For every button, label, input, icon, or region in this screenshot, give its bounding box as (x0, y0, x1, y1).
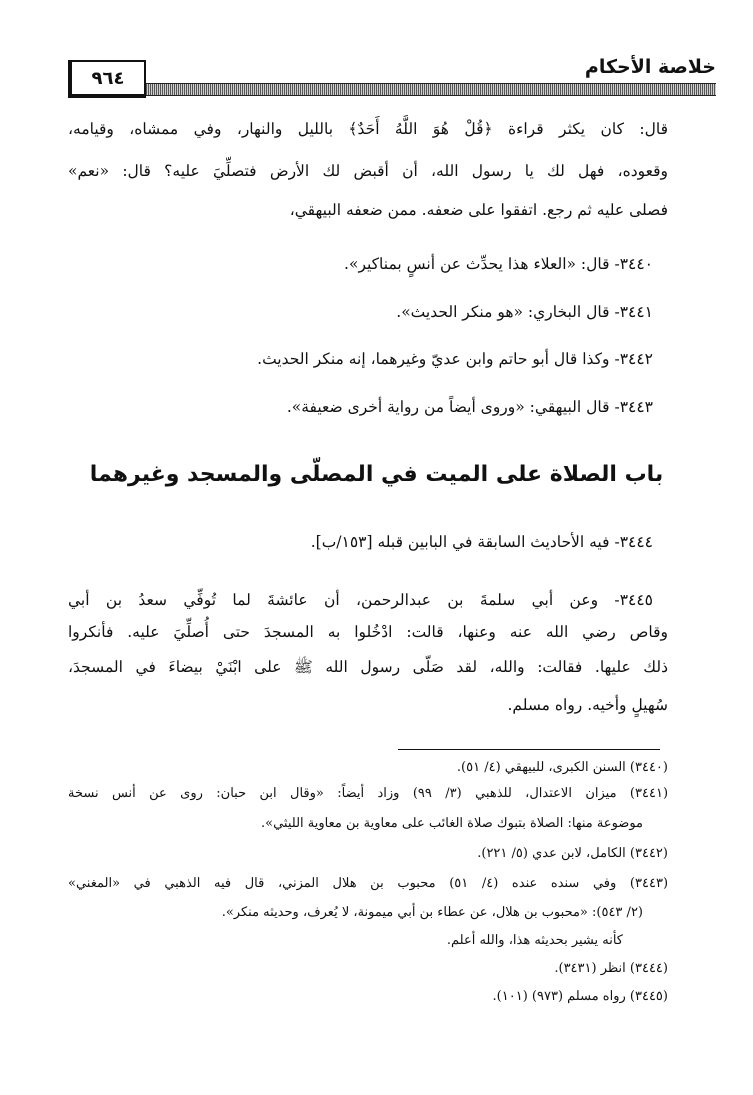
running-title: خلاصة الأحكام (584, 56, 716, 78)
footnote-3445: (٣٤٤٥) رواه مسلم (٩٧٣) (١٠١). (492, 989, 668, 1004)
hadith-item-3444: ٣٤٤٤- فيه الأحاديث السابقة في البابين قبله [١٥٣/ب]. (310, 533, 653, 551)
page-header (68, 52, 716, 100)
hadith-3445-line-4: سُهيلٍ وأخيه. رواه مسلم. (507, 696, 668, 714)
footnote-3441: (٣٤٤١) ميزان الاعتدال، للذهبي (٣/ ٩٩) وزاد أيضاً: «وقال ابن حبان: روى عن أنس نسخة (68, 786, 669, 801)
hadith-item-3442: ٣٤٤٢- وكذا قال أبو حاتم وابن عديّ وغيرهما، إنه منكر الحديث. (257, 350, 653, 368)
footnote-3441-continued: موضوعة منها: الصلاة بتبوك صلاة الغائب على معاوية بن معاوية الليثي». (261, 816, 643, 831)
page-number: ٩٦٤ (91, 67, 125, 89)
footnote-3443-continued: (٢/ ٥٤٣): «محبوب بن هلال، عن عطاء بن أبي ميمونة، لا يُعرف، وحديثه منكر». (221, 905, 643, 920)
hadith-3445-line-1: ٣٤٤٥- وعن أبي سلمةَ بن عبدالرحمن، أن عائشةَ لما تُوفِّي سعدُ بن أبي (68, 591, 653, 609)
footnote-3440: (٣٤٤٠) السنن الكبرى، للبيهقي (٤/ ٥١). (456, 760, 668, 775)
header-rule (68, 83, 716, 96)
body-line-1: قال: كان يكثر قراءة ﴿قُلْ هُوَ اللَّهُ أَحَدٌ﴾ بالليل والنهار، وفي ممشاه، وقيامه، (68, 120, 668, 138)
footnote-3443: (٣٤٤٣) وفي سنده عنده (٤/ ٥١) محبوب بن هلال المزني، قال فيه الذهبي في «المغني» (68, 876, 669, 891)
hadith-3445-line-3: ذلك عليها. فقالت: والله، لقد صَلّى رسول الله ﷺ على ابْنَيْ بيضاءَ في المسجدَ، (68, 658, 668, 676)
section-title: باب الصلاة على الميت في المصلّى والمسجد وغيرهما (89, 462, 664, 487)
body-line-3: فصلى عليه ثم رجع. اتفقوا على ضعفه. ممن ضعفه البيهقي، (289, 201, 668, 219)
footnote-3442: (٣٤٤٢) الكامل، لابن عدي (٥/ ٢٢١). (477, 846, 668, 861)
body-line-2: وقعوده، فهل لك يا رسول الله، أن أقبض لك الأرض فتصلِّيَ عليه؟ قال: «نعم» (68, 162, 668, 180)
hadith-item-3441: ٣٤٤١- قال البخاري: «هو منكر الحديث». (396, 303, 653, 321)
footnote-3443-note: كأنه يشير بحديثه هذا، والله أعلم. (446, 933, 623, 948)
hadith-3445-line-2: وقاص رضي الله عنه وعنها، قالت: ادْخُلوا به المسجدَ حتى أُصلِّيَ عليه. فأنكروا (68, 623, 668, 641)
footnote-3444: (٣٤٤٤) انظر (٣٤٣١). (554, 961, 668, 976)
footnote-separator (398, 749, 660, 750)
hadith-item-3443: ٣٤٤٣- قال البيهقي: «وروى أيضاً من رواية أخرى ضعيفة». (286, 398, 653, 416)
page-number-box (68, 60, 146, 98)
hadith-item-3440: ٣٤٤٠- قال: «العلاء هذا يحدِّث عن أنسٍ بمناكير». (344, 255, 653, 273)
